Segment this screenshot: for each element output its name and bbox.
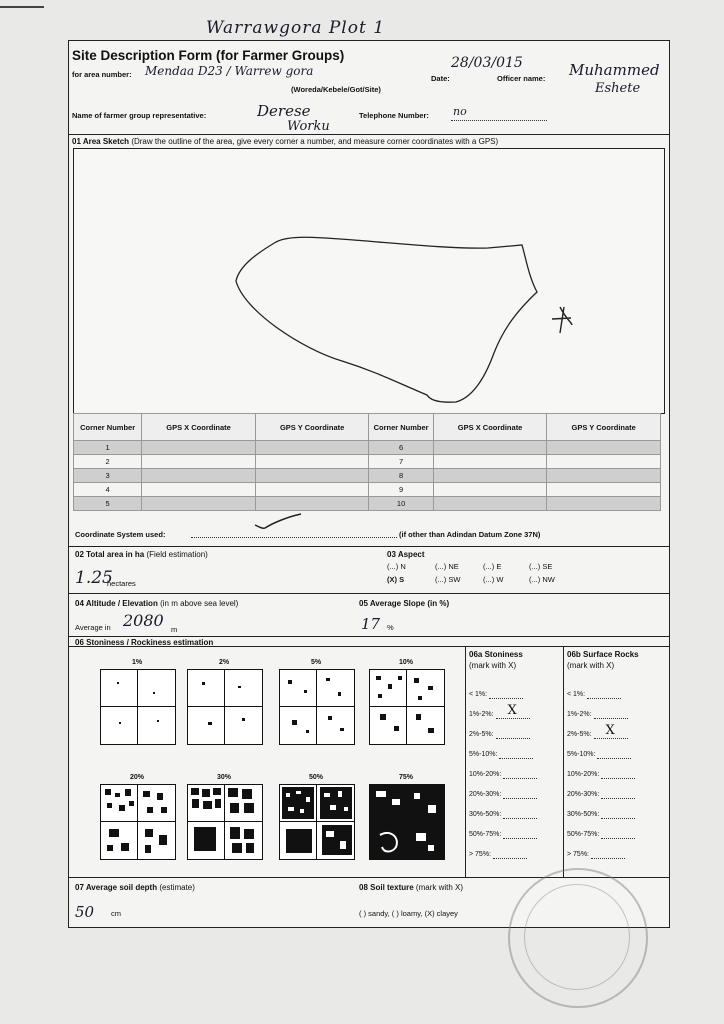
altitude-value[interactable]: 2080 bbox=[123, 611, 164, 630]
stoniness-a-level-field[interactable] bbox=[496, 703, 530, 719]
surface-rocks-level-row[interactable] bbox=[567, 811, 635, 819]
gps-y-cell[interactable] bbox=[255, 483, 369, 497]
surface-rocks-x-mark: X bbox=[605, 723, 615, 738]
corner-number-cell: 4 bbox=[74, 483, 142, 497]
surface-rocks-level-field[interactable] bbox=[591, 851, 625, 859]
corner-number-cell: 6 bbox=[369, 441, 433, 455]
surface-rocks-level-row[interactable] bbox=[567, 723, 628, 739]
divider bbox=[69, 134, 669, 135]
surface-rocks-mark-note: (mark with X) bbox=[567, 661, 615, 670]
surface-rocks-level-field[interactable] bbox=[601, 831, 635, 839]
soil-depth-unit: cm bbox=[111, 909, 121, 918]
stoniness-a-level-row[interactable] bbox=[469, 691, 523, 699]
stoniness-a-level-field[interactable] bbox=[496, 731, 530, 739]
table-row bbox=[74, 455, 661, 469]
surface-rocks-level-field[interactable] bbox=[601, 811, 635, 819]
scan-edge-mark bbox=[0, 6, 44, 8]
total-area-label bbox=[75, 550, 208, 559]
surface-rocks-level-label: 5%-10%: bbox=[567, 751, 596, 758]
stoniness-a-level-label: 50%-75%: bbox=[469, 831, 502, 838]
soil-depth-sub: (estimate) bbox=[159, 883, 195, 892]
corner-number-cell: 10 bbox=[369, 497, 433, 511]
area-sketch-box[interactable] bbox=[73, 148, 665, 414]
stoniness-pct-label: 1% bbox=[131, 659, 143, 666]
stoniness-a-level-label: > 75%: bbox=[469, 851, 491, 858]
stoniness-a-x-mark: X bbox=[507, 703, 517, 718]
corner-number-cell: 1 bbox=[74, 441, 142, 455]
field-outline-shape bbox=[236, 237, 537, 402]
stoniness-grid-50pct bbox=[279, 784, 355, 860]
altitude-unit: m bbox=[171, 625, 178, 634]
aspect-e[interactable]: (...) E bbox=[483, 562, 502, 571]
surface-rocks-level-row[interactable] bbox=[567, 751, 631, 759]
telephone-value[interactable]: no bbox=[453, 105, 467, 118]
total-area-unit: hectares bbox=[107, 579, 136, 588]
stoniness-grid-20pct bbox=[100, 784, 176, 860]
surface-rocks-level-field[interactable] bbox=[597, 751, 631, 759]
surface-rocks-level-field[interactable] bbox=[601, 771, 635, 779]
gps-x-cell[interactable] bbox=[433, 455, 547, 469]
table-row bbox=[74, 469, 661, 483]
stoniness-a-level-row[interactable] bbox=[469, 703, 530, 719]
stoniness-a-level-row[interactable] bbox=[469, 831, 537, 839]
stoniness-a-level-field[interactable] bbox=[489, 691, 523, 699]
divider bbox=[563, 646, 564, 878]
slope-value[interactable]: 17 bbox=[361, 615, 381, 633]
gps-x-cell[interactable] bbox=[142, 497, 256, 511]
stoniness-a-level-field[interactable] bbox=[503, 791, 537, 799]
coordinate-system-note: (if other than Adindan Datum Zone 37N) bbox=[399, 530, 541, 539]
area-number-value[interactable]: Mendaa D23 / Warrew gora bbox=[145, 64, 314, 78]
gps-y-cell[interactable] bbox=[255, 441, 369, 455]
aspect-sw[interactable]: (...) SW bbox=[435, 575, 461, 584]
gps-y-cell[interactable] bbox=[255, 455, 369, 469]
coordinate-system-label: Coordinate System used: bbox=[75, 530, 166, 539]
gps-y-cell[interactable] bbox=[547, 455, 661, 469]
gps-x-cell[interactable] bbox=[433, 483, 547, 497]
official-stamp-inner bbox=[524, 884, 630, 990]
stoniness-pct-label: 2% bbox=[218, 659, 230, 666]
soil-texture-label bbox=[359, 883, 463, 892]
stoniness-a-level-field[interactable] bbox=[503, 811, 537, 819]
stoniness-a-level-row[interactable] bbox=[469, 851, 527, 859]
soil-depth-value[interactable]: 50 bbox=[75, 903, 95, 921]
stoniness-a-level-label: 30%-50%: bbox=[469, 811, 502, 818]
header-gps-y-left: GPS Y Coordinate bbox=[255, 414, 369, 441]
coordinate-system-checkmark bbox=[253, 511, 303, 531]
stoniness-grid-10pct bbox=[369, 669, 445, 745]
stoniness-a-level-label: 2%-5%: bbox=[469, 731, 494, 738]
stoniness-a-level-field[interactable] bbox=[499, 751, 533, 759]
area-number-sublabel: (Woreda/Kebele/Got/Site) bbox=[291, 85, 381, 94]
telephone-dotline bbox=[451, 120, 547, 121]
aspect-label: 03 Aspect bbox=[387, 550, 425, 559]
stoniness-grid-5pct bbox=[279, 669, 355, 745]
aspect-s-selected[interactable]: (X) S bbox=[387, 575, 405, 584]
stoniness-grid-75pct bbox=[369, 784, 445, 860]
surface-rocks-level-label: 50%-75%: bbox=[567, 831, 600, 838]
corner-number-cell: 7 bbox=[369, 455, 433, 469]
gps-x-cell[interactable] bbox=[142, 441, 256, 455]
gps-coordinate-table bbox=[73, 413, 661, 511]
stoniness-pct-label: 20% bbox=[129, 774, 144, 781]
surface-rocks-level-label: > 75%: bbox=[567, 851, 589, 858]
stoniness-pct-label: 10% bbox=[398, 659, 413, 666]
date-value[interactable]: 28/03/015 bbox=[451, 55, 523, 71]
stoniness-a-level-row[interactable] bbox=[469, 731, 530, 739]
gps-y-cell[interactable] bbox=[547, 483, 661, 497]
stoniness-grid-2pct bbox=[187, 669, 263, 745]
divider bbox=[69, 636, 669, 637]
stoniness-a-level-row[interactable] bbox=[469, 791, 537, 799]
altitude-sub: (in m above sea level) bbox=[160, 599, 239, 608]
table-row bbox=[74, 441, 661, 455]
surface-rocks-level-row[interactable] bbox=[567, 851, 625, 859]
site-description-form bbox=[68, 40, 670, 928]
slope-unit: % bbox=[387, 623, 394, 632]
gps-x-cell[interactable] bbox=[433, 441, 547, 455]
coordinate-system-field[interactable] bbox=[191, 537, 397, 538]
stoniness-a-level-label: < 1%: bbox=[469, 691, 488, 698]
table-row bbox=[74, 497, 661, 511]
surface-rocks-level-field[interactable] bbox=[594, 711, 628, 719]
soil-depth-title: 07 Average soil depth bbox=[75, 883, 158, 892]
total-area-value[interactable]: 1.25 bbox=[75, 568, 113, 588]
corner-number-cell: 9 bbox=[369, 483, 433, 497]
table-row bbox=[74, 483, 661, 497]
handwritten-plot-title: Warrawgora Plot 1 bbox=[206, 18, 386, 38]
corner-number-cell: 2 bbox=[74, 455, 142, 469]
surface-rocks-level-label: 30%-50%: bbox=[567, 811, 600, 818]
stoniness-grid-30pct bbox=[187, 784, 263, 860]
surface-rocks-level-row[interactable] bbox=[567, 831, 635, 839]
stoniness-a-level-field[interactable] bbox=[503, 771, 537, 779]
divider bbox=[69, 546, 669, 547]
form-title: Site Description Form (for Farmer Groups) bbox=[72, 48, 345, 63]
gps-y-cell[interactable] bbox=[255, 469, 369, 483]
surface-rocks-level-row[interactable] bbox=[567, 771, 635, 779]
altitude-title: 04 Altitude / Elevation bbox=[75, 599, 158, 608]
surface-rocks-level-field[interactable] bbox=[601, 791, 635, 799]
soil-texture-options[interactable]: ( ) sandy, ( ) loamy, (X) clayey bbox=[359, 909, 458, 918]
area-number-label: for area number: bbox=[72, 70, 132, 79]
aspect-n[interactable]: (...) N bbox=[387, 562, 406, 571]
stoniness-a-level-label: 5%-10%: bbox=[469, 751, 498, 758]
divider bbox=[465, 646, 466, 878]
surface-rocks-level-label: < 1%: bbox=[567, 691, 586, 698]
surface-rocks-level-field[interactable] bbox=[587, 691, 621, 699]
total-area-sub: (Field estimation) bbox=[146, 550, 208, 559]
aspect-nw[interactable]: (...) NW bbox=[529, 575, 555, 584]
stoniness-pct-label: 75% bbox=[398, 774, 413, 781]
gps-x-cell[interactable] bbox=[142, 483, 256, 497]
gps-x-cell[interactable] bbox=[433, 469, 547, 483]
area-sketch-drawing bbox=[74, 149, 664, 413]
altitude-label bbox=[75, 599, 238, 608]
aspect-ne[interactable]: (...) NE bbox=[435, 562, 459, 571]
header-corner-number-left: Corner Number bbox=[74, 414, 142, 441]
divider bbox=[69, 593, 669, 594]
slope-label: 05 Average Slope (in %) bbox=[359, 599, 450, 608]
stoniness-a-level-label: 1%-2%: bbox=[469, 711, 494, 718]
corner-number-cell: 8 bbox=[369, 469, 433, 483]
stoniness-a-level-row[interactable] bbox=[469, 771, 537, 779]
surface-rocks-level-row[interactable] bbox=[567, 711, 628, 719]
soil-texture-sub: (mark with X) bbox=[415, 883, 464, 892]
aspect-se[interactable]: (...) SE bbox=[529, 562, 553, 571]
corner-number-cell: 5 bbox=[74, 497, 142, 511]
stoniness-a-level-row[interactable] bbox=[469, 811, 537, 819]
area-sketch-description: (Draw the outline of the area, give every corner a number, and measure corner coordinates with a GPS) bbox=[131, 137, 499, 146]
surface-rocks-level-label: 1%-2%: bbox=[567, 711, 592, 718]
surface-rocks-title: 06b Surface Rocks bbox=[567, 650, 639, 659]
surface-rocks-level-label: 10%-20%: bbox=[567, 771, 600, 778]
gps-y-cell[interactable] bbox=[547, 441, 661, 455]
surface-rocks-level-field[interactable] bbox=[594, 723, 628, 739]
soil-depth-label bbox=[75, 883, 195, 892]
rep-name-value-line2: Worku bbox=[287, 119, 330, 134]
stoniness-a-title: 06a Stoniness bbox=[469, 650, 523, 659]
header-corner-number-right: Corner Number bbox=[369, 414, 433, 441]
gps-y-cell[interactable] bbox=[547, 469, 661, 483]
header-gps-x-right: GPS X Coordinate bbox=[433, 414, 547, 441]
area-sketch-label bbox=[72, 137, 498, 146]
gps-x-cell[interactable] bbox=[142, 469, 256, 483]
stoniness-a-mark-note: (mark with X) bbox=[469, 661, 517, 670]
surface-rocks-level-row[interactable] bbox=[567, 791, 635, 799]
stoniness-pct-label: 30% bbox=[216, 774, 231, 781]
stoniness-grid-1pct bbox=[100, 669, 176, 745]
surface-rocks-level-row[interactable] bbox=[567, 691, 621, 699]
surface-rocks-level-label: 2%-5%: bbox=[567, 731, 592, 738]
stoniness-a-level-field[interactable] bbox=[503, 831, 537, 839]
gps-x-cell[interactable] bbox=[433, 497, 547, 511]
total-area-title: 02 Total area in ha bbox=[75, 550, 145, 559]
altitude-prefix: Average in bbox=[75, 623, 111, 632]
telephone-label: Telephone Number: bbox=[359, 111, 429, 120]
date-label: Date: bbox=[431, 74, 450, 83]
rep-name-value[interactable]: Derese bbox=[257, 102, 311, 120]
header-gps-x-left: GPS X Coordinate bbox=[142, 414, 256, 441]
soil-texture-title: 08 Soil texture bbox=[359, 883, 414, 892]
surface-rocks-level-label: 20%-30%: bbox=[567, 791, 600, 798]
officer-name-label: Officer name: bbox=[497, 74, 546, 83]
divider bbox=[69, 646, 669, 647]
officer-name-value-line2: Eshete bbox=[595, 81, 641, 96]
gps-x-cell[interactable] bbox=[142, 455, 256, 469]
aspect-w[interactable]: (...) W bbox=[483, 575, 504, 584]
officer-name-value[interactable]: Muhammed bbox=[569, 61, 660, 79]
rep-name-label: Name of farmer group representative: bbox=[72, 111, 207, 120]
stoniness-a-level-label: 20%-30%: bbox=[469, 791, 502, 798]
stoniness-a-level-field[interactable] bbox=[493, 851, 527, 859]
north-arrow-mark bbox=[552, 307, 572, 333]
stoniness-a-level-row[interactable] bbox=[469, 751, 533, 759]
header-gps-y-right: GPS Y Coordinate bbox=[547, 414, 661, 441]
area-sketch-title: 01 Area Sketch bbox=[72, 137, 130, 146]
stoniness-a-level-label: 10%-20%: bbox=[469, 771, 502, 778]
stoniness-label: 06 Stoniness / Rockiness estimation bbox=[75, 638, 214, 647]
stoniness-pct-label: 50% bbox=[308, 774, 323, 781]
corner-number-cell: 3 bbox=[74, 469, 142, 483]
stoniness-pct-label: 5% bbox=[310, 659, 322, 666]
gps-y-cell[interactable] bbox=[255, 497, 369, 511]
gps-y-cell[interactable] bbox=[547, 497, 661, 511]
